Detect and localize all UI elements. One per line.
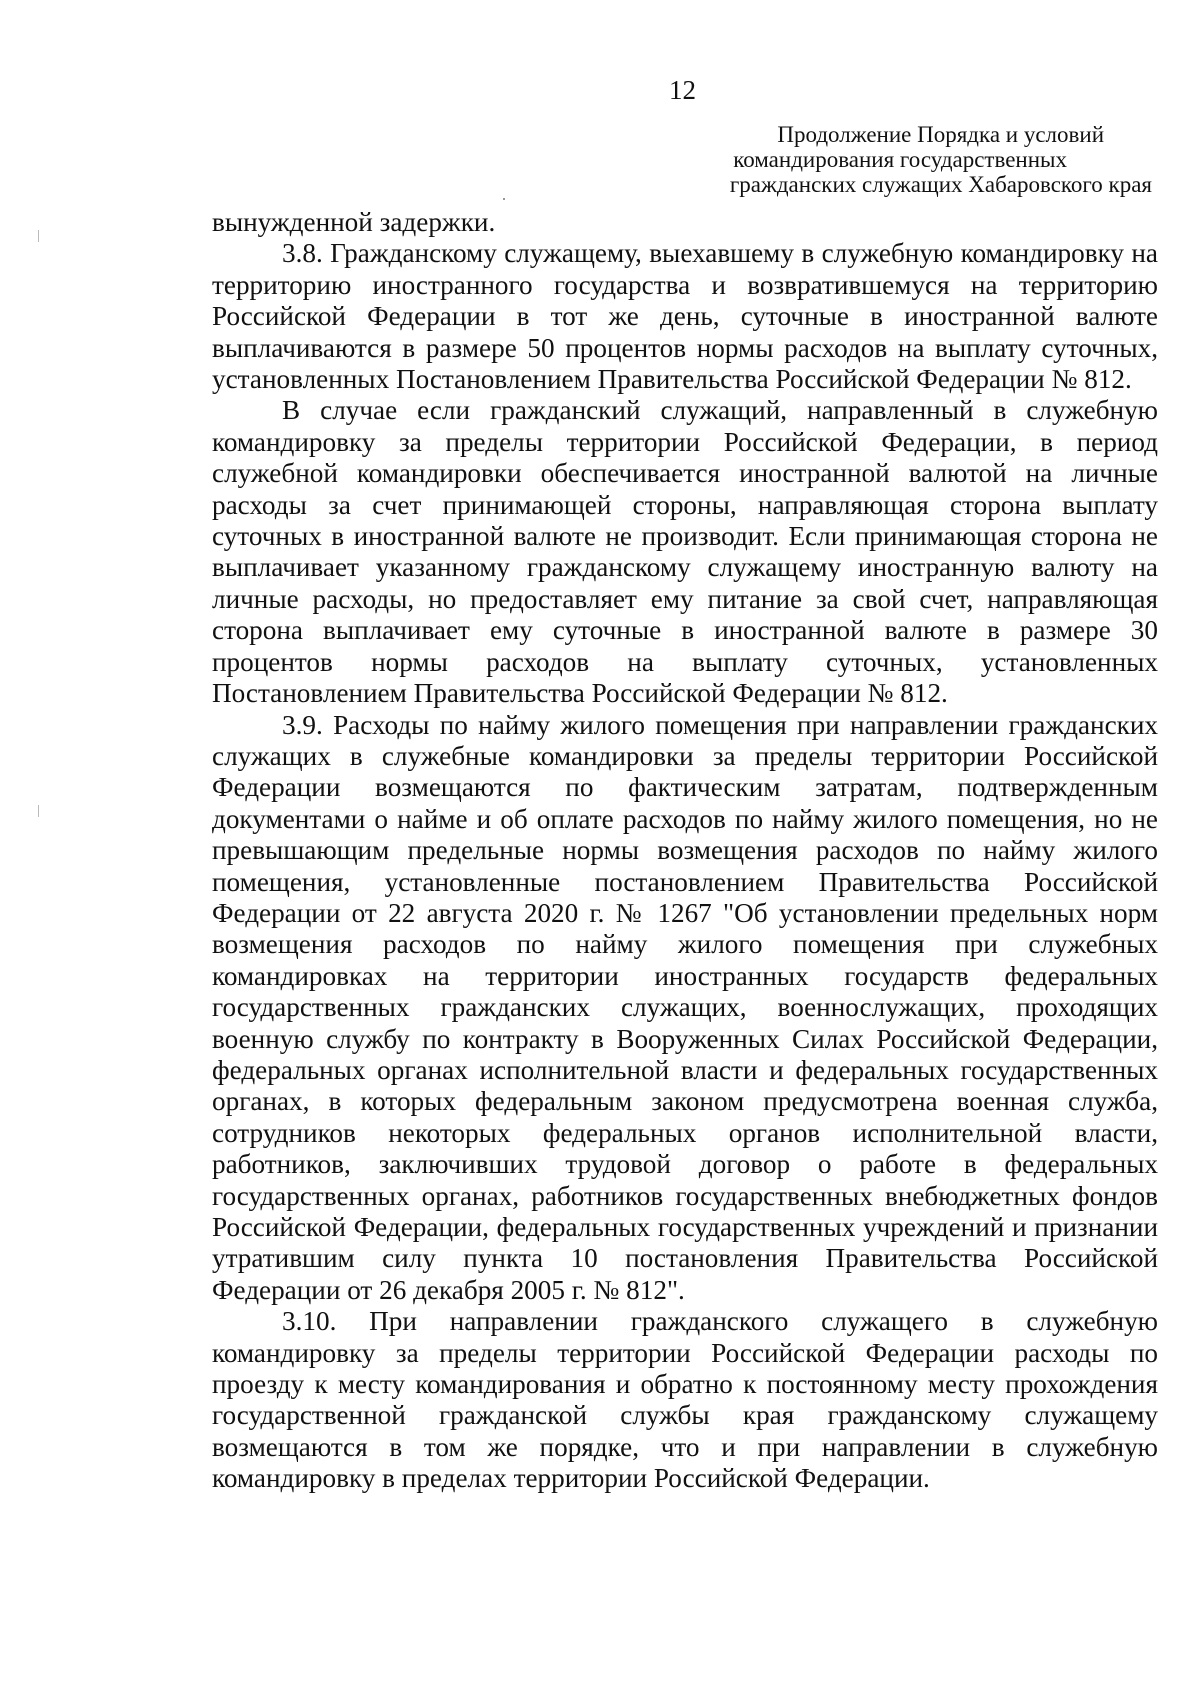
paragraph-3-9: 3.9. Расходы по найму жилого помещения при направлении гражданских служащих в служебные командировки за пределы территории Российской Федерации возмещаются по фактическим затратам, подтвержденным документами о найме и об оплате расходов по найму жилого помещения, но не превышающим предельные нормы возмещения расходов по найму жилого помещения, установленные постановлением Правительства Российской Федерации от 22 августа 2020 г. № 1267 "Об установлении предельных норм возмещения расходов по найму жилого помещения при служебных командировках на территории иностранных государств федеральных государственных гражданских служащих, военнослужащих, проходящих военную службу по контракту в Вооруженных Силах Российской Федерации, федеральных органах исполнительной власти и федеральных государственных органах, в которых федеральным законом предусмотрена военная служба, сотрудников некоторых федеральных органов исполнительной власти, работников, заключивших трудовой договор о работе в федеральных государственных органах, работников государственных внебюджетных фондов Российской Федерации, федеральных государственных учреждений и признании утратившим силу пункта 10 постановления Правительства Российской Федерации от 26 декабря 2005 г. № 812". xyxy=(212,709,1158,1305)
scan-mark xyxy=(38,805,39,817)
scan-mark xyxy=(38,230,39,242)
header-line-3: гражданских служащих Хабаровского края xyxy=(729,172,1152,197)
page-number: 12 xyxy=(669,75,696,105)
document-header xyxy=(632,122,1152,197)
paragraph-3-8: 3.8. Гражданскому служащему, выехавшему в служебную командировку на территорию иностранного государства и возвратившемуся на территорию Российской Федерации в тот же день, суточные в иностранной валюте выплачиваются в размере 50 процентов нормы расходов на выплату суточных, установленных Постановлением Правительства Российской Федерации № 812. xyxy=(212,238,1158,395)
scan-speck xyxy=(503,198,505,200)
paragraph-continuation: вынужденной задержки. xyxy=(212,207,496,237)
header-line-1: Продолжение Порядка и условий xyxy=(777,122,1104,147)
document-body xyxy=(212,207,1158,1495)
header-line-2: командирования государственных xyxy=(733,147,1067,172)
paragraph-3-10: 3.10. При направлении гражданского служащего в служебную командировку за пределы территории Российской Федерации расходы по проезду к месту командирования и обратно к постоянному месту прохождения государственной гражданской службы края гражданскому служащему возмещаются в том же порядке, что и при направлении в служебную командировку в пределах территории Российской Федерации. xyxy=(212,1306,1158,1494)
paragraph-3-8-case: В случае если гражданский служащий, направленный в служебную командировку за пределы территории Российской Федерации, в период служебной командировки обеспечивается иностранной валютой на личные расходы за счет принимающей стороны, направляющая сторона выплату суточных в иностранной валюте не производит. Если принимающая сторона не выплачивает указанному гражданскому служащему иностранную валюту на личные расходы, но предоставляет ему питание за свой счет, направляющая сторона выплачивает ему суточные в иностранной валюте в размере 30 процентов нормы расходов на выплату суточных, установленных Постановлением Правительства Российской Федерации № 812. xyxy=(212,395,1158,709)
